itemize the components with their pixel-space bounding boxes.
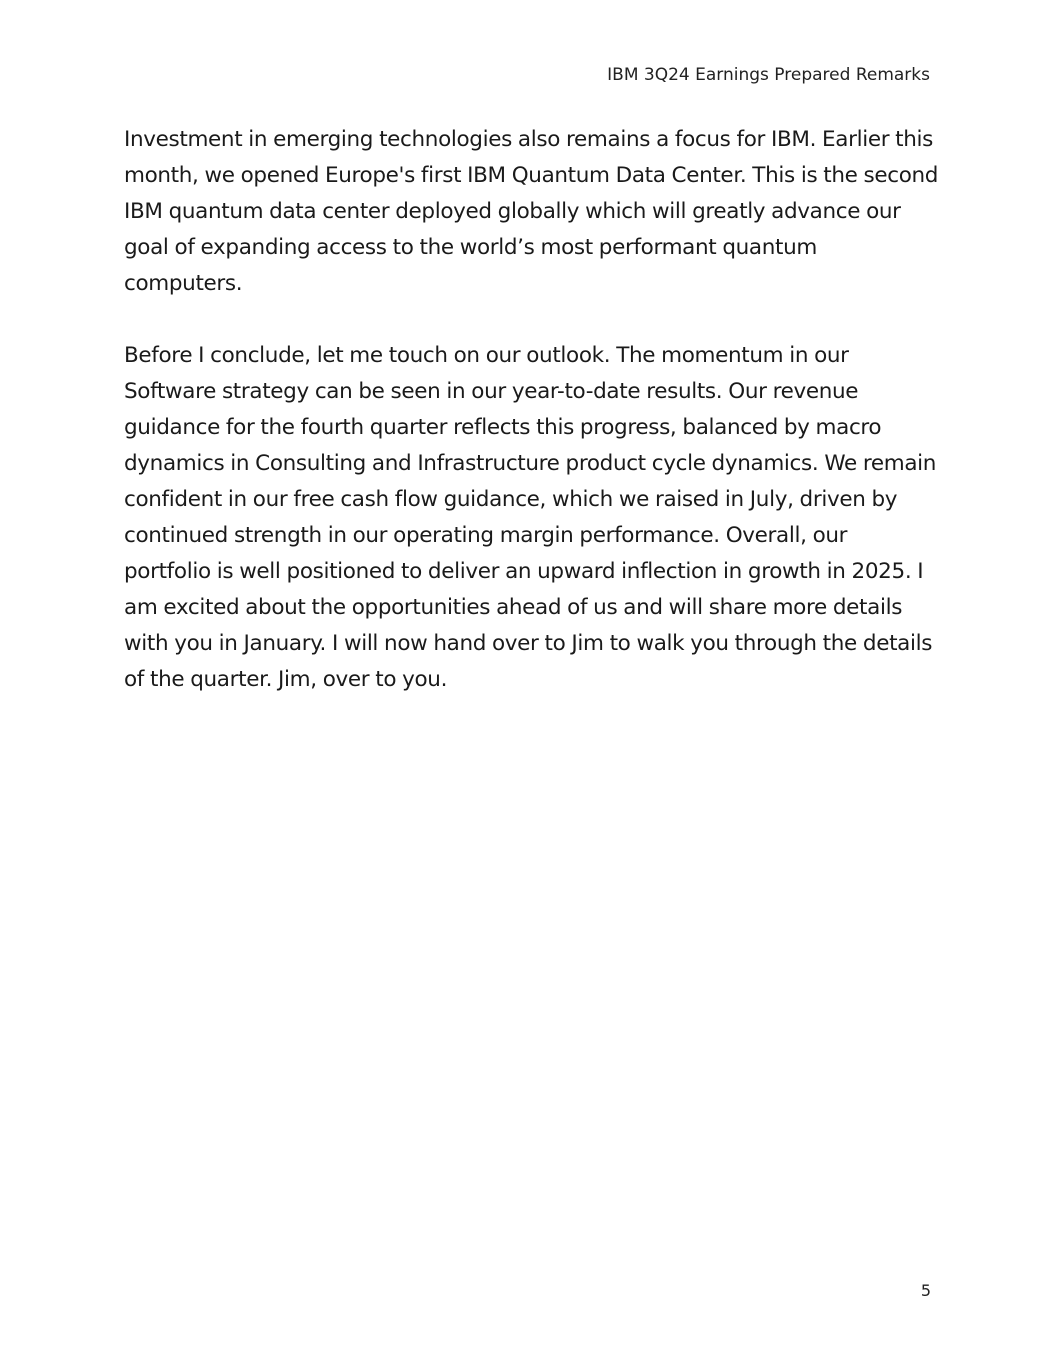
paragraph-outlook: Before I conclude, let me touch on our outlook. The momentum in our Software strategy can be seen in our year-to-date results. Our revenue guidance for the fourth quarter reflects this progress, balanced by macro dynamics in Consulting and Infrastructure product cycle dynamics. We remain confident in our free cash flow guidance, which we raised in July, driven by continued strength in our operating margin performance. Overall, our portfolio is well positioned to deliver an upward inflection in growth in 2025. I am excited about the opportunities ahead of us and will share more details with you in January. I will now hand over to Jim to walk you through the details of the quarter. Jim, over to you. (124, 343, 937, 692)
body-text (124, 122, 939, 734)
running-header: IBM 3Q24 Earnings Prepared Remarks (607, 65, 930, 85)
page-number: 5 (920, 1281, 931, 1300)
paragraph-emerging-technologies: Investment in emerging technologies also remains a focus for IBM. Earlier this month, we opened Europe's first IBM Quantum Data Center. This is the second IBM quantum data center deployed globally which will greatly advance our goal of expanding access to the world’s most performant quantum computers. (124, 127, 939, 296)
